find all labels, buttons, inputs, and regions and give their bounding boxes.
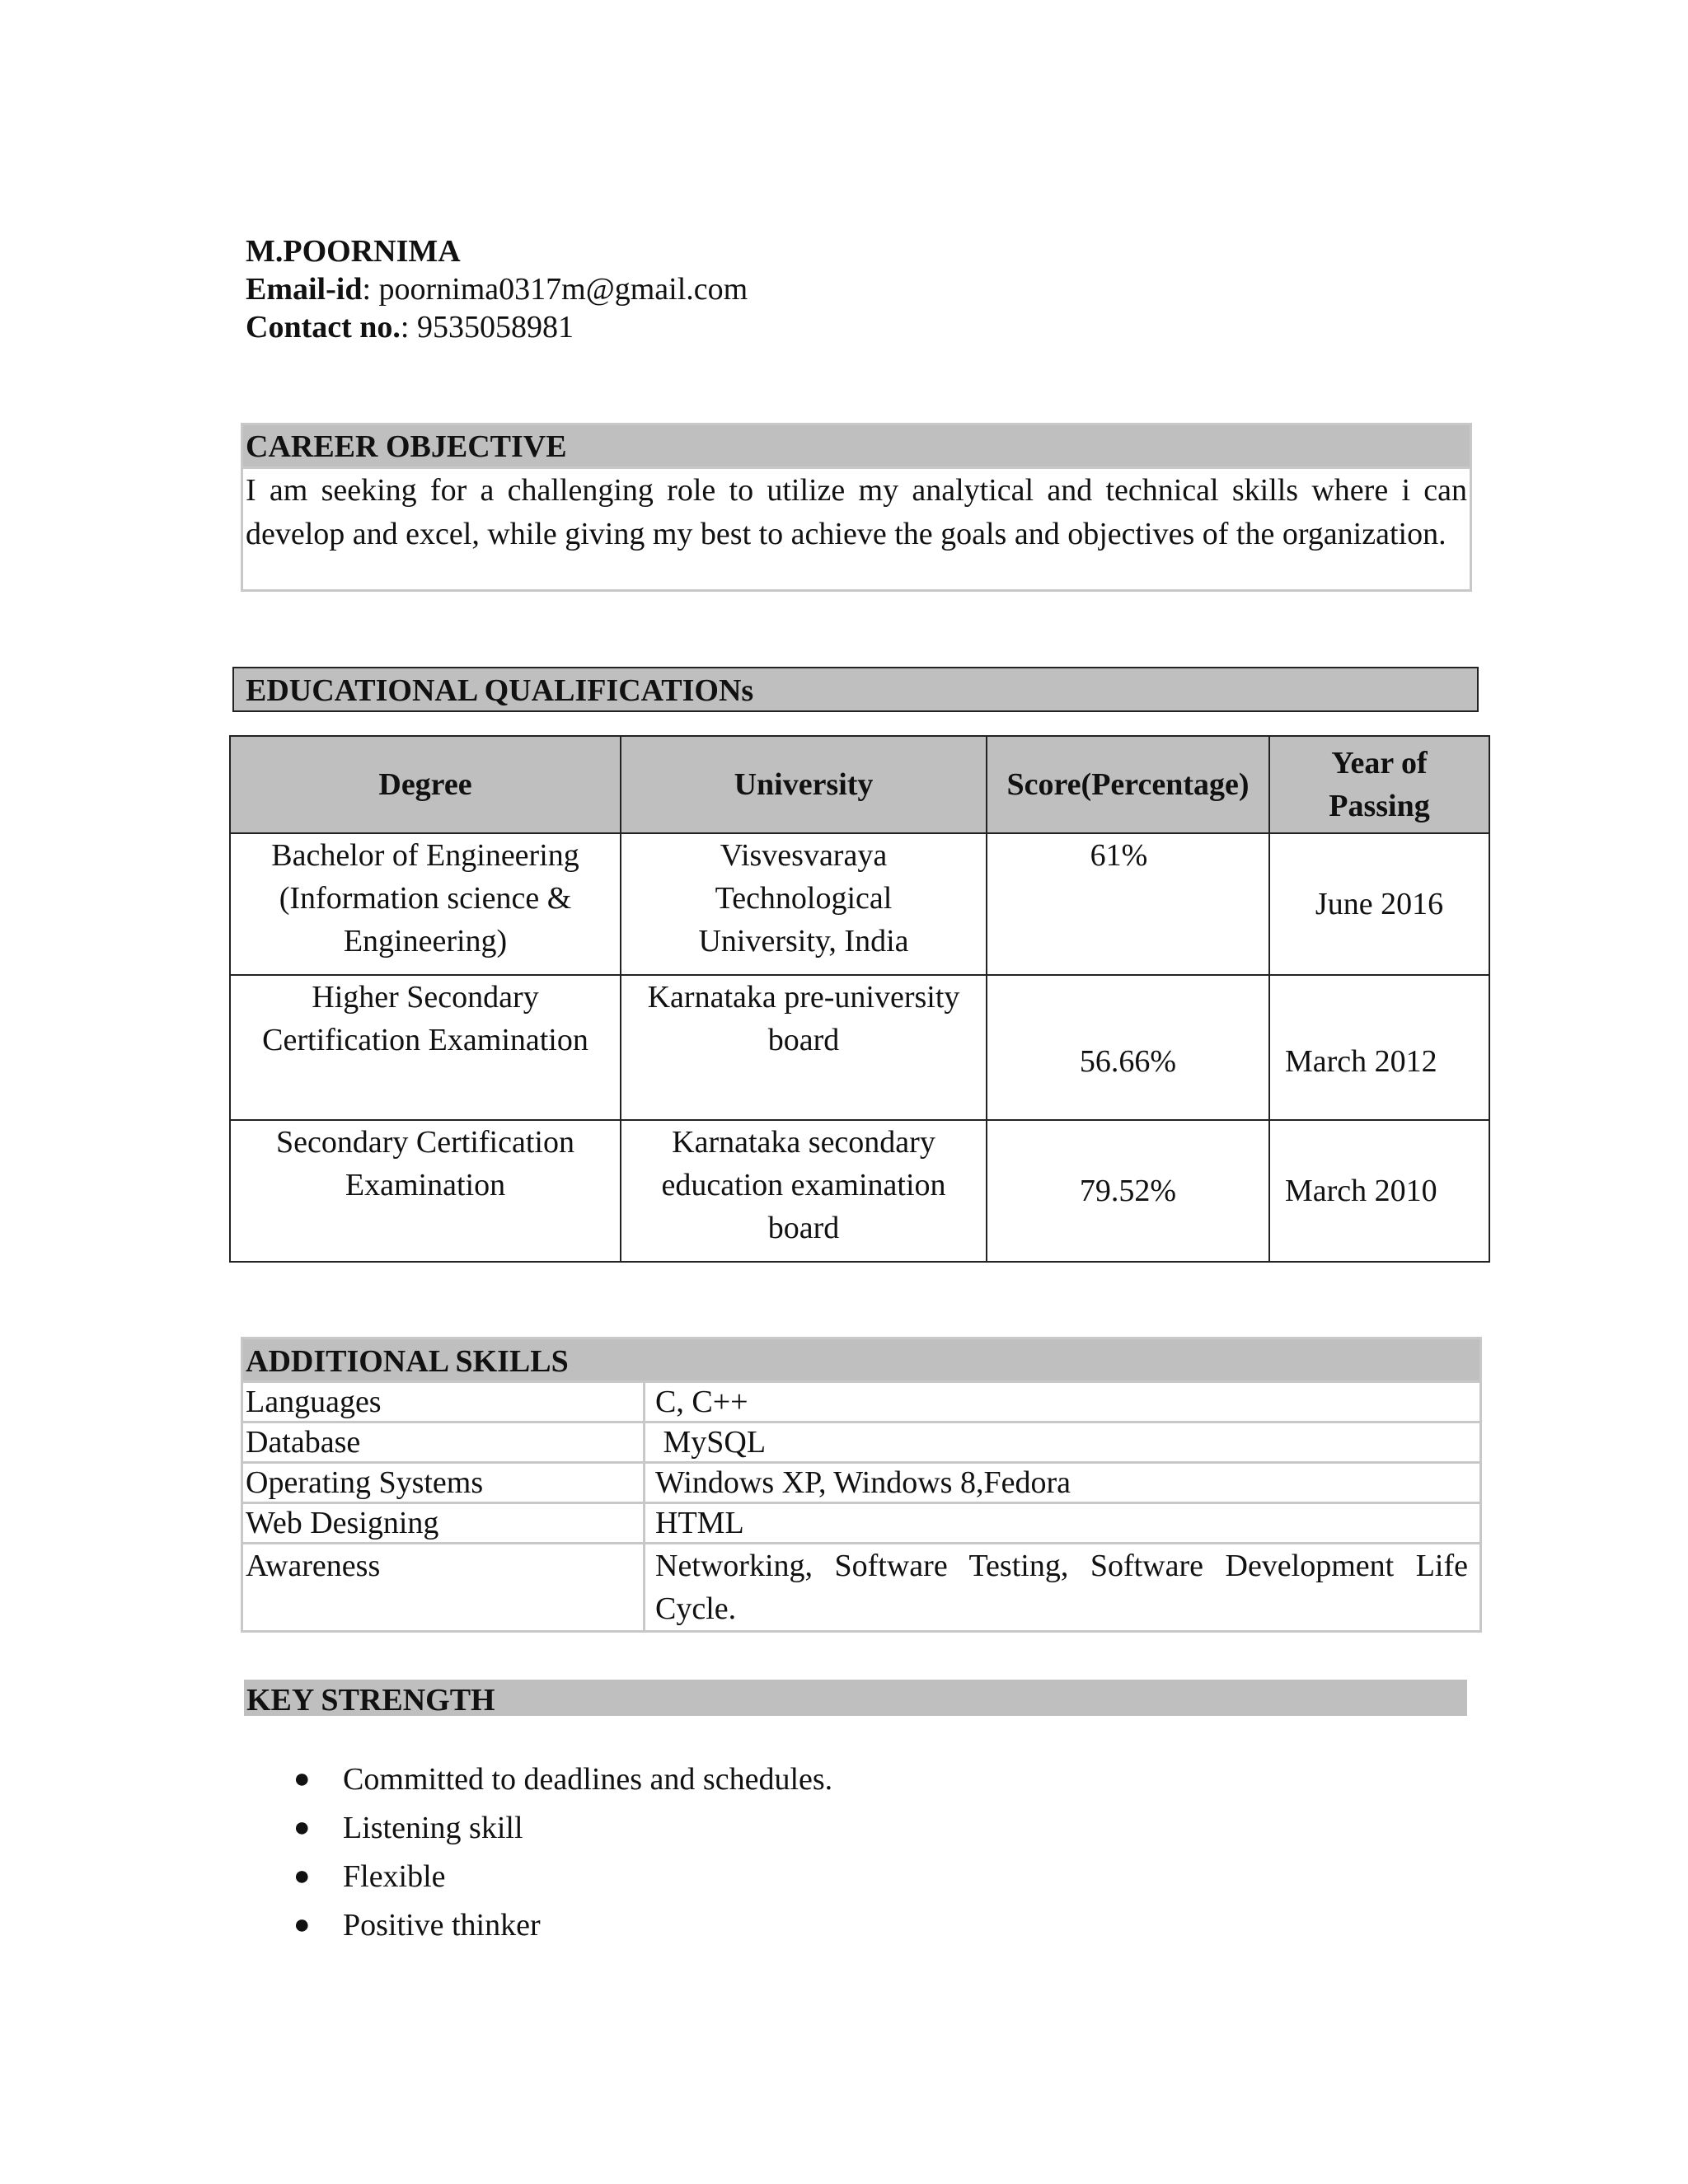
header-year: Year of Passing <box>1269 736 1489 833</box>
header-degree: Degree <box>230 736 621 833</box>
header-score: Score(Percentage) <box>987 736 1269 833</box>
degree-cell: Bachelor of Engineering (Information science & Engineering) <box>230 833 621 975</box>
skill-label: Operating Systems <box>243 1464 645 1502</box>
bullet-icon: ● <box>293 1910 311 1940</box>
bullet-icon: ● <box>293 1812 311 1843</box>
year-cell: March 2010 <box>1269 1120 1489 1262</box>
degree-cell: Higher Secondary Certification Examination <box>230 975 621 1120</box>
list-item: ● Committed to deadlines and schedules. <box>293 1760 832 1809</box>
email-value: poornima0317m@gmail.com <box>378 272 748 307</box>
skill-label: Languages <box>243 1383 645 1421</box>
year-cell: June 2016 <box>1269 833 1489 975</box>
contact-label: Contact no. <box>246 310 401 344</box>
additional-skills-title: ADDITIONAL SKILLS <box>243 1339 1479 1380</box>
career-objective-title: CAREER OBJECTIVE <box>243 425 1470 466</box>
contact-line: Contact no.: 9535058981 <box>246 310 574 344</box>
score-cell: 61% <box>987 833 1269 975</box>
career-objective-section <box>241 423 1472 592</box>
score-cell: 56.66% <box>987 975 1269 1120</box>
skill-value: C, C++ <box>655 1385 748 1419</box>
skill-row-operating-systems <box>243 1461 1479 1502</box>
table-row <box>230 833 1489 975</box>
email-line: Email-id: poornima0317m@gmail.com <box>246 272 748 307</box>
header-university: University <box>621 736 987 833</box>
career-objective-text: I am seeking for a challenging role to utilize my analytical and technical skills where i can develop and excel, while giving my best to achieve the goals and objectives of the organization. <box>243 466 1470 556</box>
skill-value: Networking, Software Testing, Software Development Life Cycle. <box>655 1549 1468 1626</box>
education-title: EDUCATIONAL QUALIFICATIONs <box>232 667 1479 712</box>
key-strength-title: KEY STRENGTH <box>244 1680 1467 1716</box>
contact-header <box>246 232 748 346</box>
education-table <box>229 735 1490 1263</box>
skill-row-web-designing <box>243 1502 1479 1542</box>
list-item: ● Positive thinker <box>293 1906 832 1955</box>
list-item: ● Flexible <box>293 1858 832 1906</box>
skill-row-database <box>243 1421 1479 1461</box>
score-cell: 79.52% <box>987 1120 1269 1262</box>
skill-label: Database <box>243 1423 645 1461</box>
university-cell: Karnataka secondary education examination board <box>621 1120 987 1262</box>
skill-value: HTML <box>655 1506 744 1540</box>
skill-label: Web Designing <box>243 1504 645 1542</box>
table-row <box>230 975 1489 1120</box>
bullet-icon: ● <box>293 1861 311 1891</box>
contact-value: 9535058981 <box>416 310 574 344</box>
skill-value: MySQL <box>655 1425 767 1460</box>
degree-cell: Secondary Certification Examination <box>230 1120 621 1262</box>
bullet-icon: ● <box>293 1764 311 1794</box>
skill-row-awareness <box>243 1542 1479 1630</box>
list-item: ● Listening skill <box>293 1809 832 1858</box>
candidate-name: M.POORNIMA <box>246 234 461 269</box>
university-cell: Visvesvaraya Technological University, India <box>621 833 987 975</box>
key-strength-list <box>293 1760 832 1955</box>
skill-label: Awareness <box>243 1544 645 1630</box>
skill-row-languages <box>243 1380 1479 1421</box>
table-row <box>230 1120 1489 1262</box>
skill-value: Windows XP, Windows 8,Fedora <box>655 1465 1071 1500</box>
education-header-row <box>230 736 1489 833</box>
email-label: Email-id <box>246 272 363 307</box>
additional-skills-section <box>241 1337 1482 1633</box>
university-cell: Karnataka pre-university board <box>621 975 987 1120</box>
year-cell: March 2012 <box>1269 975 1489 1120</box>
